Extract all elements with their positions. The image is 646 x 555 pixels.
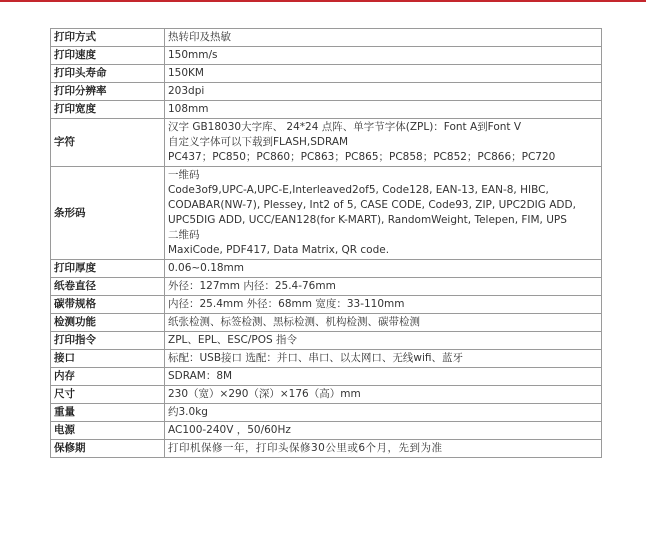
spec-value-line: 约3.0kg — [168, 406, 208, 418]
spec-value-line: 二维码 — [168, 229, 200, 241]
spec-value-line: ZPL、EPL、ESC/POS 指令 — [168, 334, 297, 346]
spec-row-power — [51, 422, 602, 440]
spec-value-line: 热转印及热敏 — [168, 31, 231, 43]
spec-row-printhead-life — [51, 65, 602, 83]
spec-value — [165, 386, 602, 404]
spec-value-line: 纸张检测、标签检测、黑标检测、机构检测、碳带检测 — [168, 316, 420, 328]
spec-label: 打印分辨率 — [51, 83, 165, 101]
spec-label: 保修期 — [51, 440, 165, 458]
spec-value-line: 150KM — [168, 67, 204, 79]
spec-label: 纸卷直径 — [51, 278, 165, 296]
spec-value — [165, 404, 602, 422]
spec-value-line: 汉字 GB18030大字库、 24*24 点阵、单字节字体(ZPL)：Font A到Font V — [168, 121, 522, 133]
spec-value — [165, 167, 602, 260]
spec-label: 尺寸 — [51, 386, 165, 404]
spec-value-line: 内径：25.4mm 外径：68mm 宽度：33-110mm — [168, 298, 405, 310]
spec-value — [165, 119, 602, 167]
spec-value-line: 230（宽）×290（深）×176（高）mm — [168, 388, 361, 400]
spec-row-ribbon — [51, 296, 602, 314]
spec-value — [165, 332, 602, 350]
spec-value-line: 标配：USB接口 选配：并口、串口、以太网口、无线wifi、蓝牙 — [168, 352, 464, 364]
spec-value — [165, 278, 602, 296]
spec-label: 字符 — [51, 119, 165, 167]
spec-value-line: 一维码 — [168, 169, 200, 181]
spec-value-line: AC100-240V ，50/60Hz — [168, 424, 291, 436]
spec-label: 打印指令 — [51, 332, 165, 350]
spec-value-line: 自定义字体可以下载到FLASH,SDRAM — [168, 136, 349, 148]
spec-value — [165, 260, 602, 278]
spec-row-warranty — [51, 440, 602, 458]
spec-label: 内存 — [51, 368, 165, 386]
spec-row-print-method — [51, 29, 602, 47]
spec-row-print-width — [51, 101, 602, 119]
spec-label: 打印速度 — [51, 47, 165, 65]
spec-value — [165, 101, 602, 119]
spec-row-commands — [51, 332, 602, 350]
spec-label: 打印方式 — [51, 29, 165, 47]
spec-row-barcodes — [51, 167, 602, 260]
spec-value — [165, 296, 602, 314]
spec-value — [165, 422, 602, 440]
spec-row-weight — [51, 404, 602, 422]
top-accent-bar — [0, 0, 646, 2]
spec-row-sensors — [51, 314, 602, 332]
spec-value — [165, 368, 602, 386]
spec-label: 碳带规格 — [51, 296, 165, 314]
spec-label: 检测功能 — [51, 314, 165, 332]
spec-value — [165, 47, 602, 65]
spec-value-line: SDRAM：8M — [168, 370, 233, 382]
spec-row-interface — [51, 350, 602, 368]
spec-value — [165, 350, 602, 368]
spec-value — [165, 65, 602, 83]
spec-label: 条形码 — [51, 167, 165, 260]
spec-row-dimensions — [51, 386, 602, 404]
spec-row-print-thickness — [51, 260, 602, 278]
spec-value-line: PC437；PC850；PC860；PC863；PC865；PC858；PC852；PC866；PC720 — [168, 151, 556, 163]
spec-value-line: 108mm — [168, 103, 209, 115]
spec-value — [165, 83, 602, 101]
spec-value-line: 打印机保修一年，打印头保修30公里或6个月，先到为准 — [168, 442, 443, 454]
spec-value-line: MaxiCode, PDF417, Data Matrix, QR code. — [168, 244, 390, 256]
spec-value — [165, 314, 602, 332]
spec-row-roll-diameter — [51, 278, 602, 296]
spec-value-line: 外径：127mm 内径：25.4-76mm — [168, 280, 336, 292]
spec-value — [165, 29, 602, 47]
spec-value-line: 150mm/s — [168, 49, 218, 61]
spec-label: 电源 — [51, 422, 165, 440]
spec-label: 接口 — [51, 350, 165, 368]
spec-label: 打印厚度 — [51, 260, 165, 278]
spec-table — [50, 28, 602, 458]
spec-label: 打印宽度 — [51, 101, 165, 119]
spec-value-line: 0.06~0.18mm — [168, 262, 245, 274]
spec-value-line: 203dpi — [168, 85, 205, 97]
spec-row-characters — [51, 119, 602, 167]
spec-row-memory — [51, 368, 602, 386]
spec-value — [165, 440, 602, 458]
spec-value-line: Code3of9,UPC-A,UPC-E,Interleaved2of5, Code128, EAN-13, EAN-8, HIBC, CODABAR(NW-7), Plessey, Int2 of 5, CASE CODE, Code93, ZIP, UPC2DIG ADD, UPC5DIG ADD, UCC/EAN128(for K-MART), RandomWeight, Telepen, FIM, UPS — [168, 184, 576, 226]
spec-row-resolution — [51, 83, 602, 101]
spec-row-print-speed — [51, 47, 602, 65]
spec-label: 重量 — [51, 404, 165, 422]
spec-label: 打印头寿命 — [51, 65, 165, 83]
